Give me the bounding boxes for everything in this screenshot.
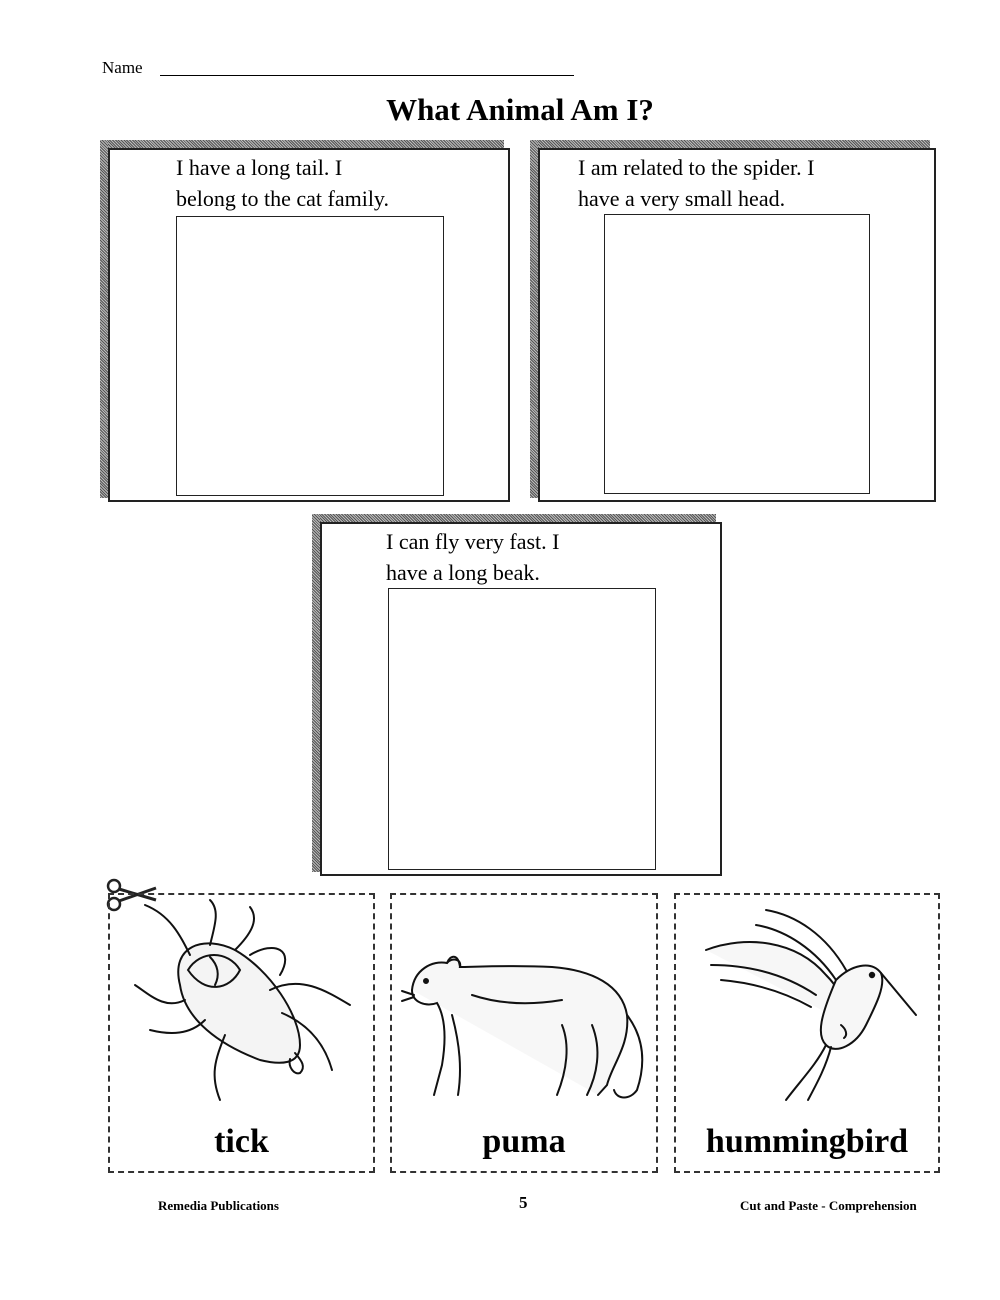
cutout-puma[interactable]	[390, 893, 658, 1173]
puma-illustration	[392, 895, 660, 1105]
card-shadow	[312, 514, 320, 872]
footer-publisher: Remedia Publications	[158, 1198, 279, 1213]
hummingbird-illustration	[676, 895, 942, 1105]
clue-card-3	[312, 514, 724, 878]
card-shadow	[530, 140, 930, 148]
cutout-word: puma	[482, 1123, 566, 1160]
clue-line: I have a long tail. I	[176, 155, 343, 180]
clue-line: I am related to the spider. I	[578, 155, 815, 180]
cutout-word: hummingbird	[705, 1123, 909, 1160]
clue-line: have a long beak.	[386, 560, 540, 585]
page-title: What Animal Am I?	[386, 92, 654, 127]
card-shadow	[100, 140, 504, 148]
clue-card-2	[530, 140, 938, 504]
card-shadow	[312, 514, 716, 522]
clue-text	[578, 152, 814, 214]
paste-box[interactable]	[176, 216, 444, 496]
tick-illustration	[110, 895, 377, 1105]
clue-line: have a very small head.	[578, 186, 786, 211]
clue-line: belong to the cat family.	[176, 186, 390, 211]
card-shadow	[530, 140, 538, 498]
cutout-word: tick	[214, 1123, 269, 1160]
cutout-tick[interactable]	[108, 893, 375, 1173]
name-line[interactable]	[160, 75, 574, 76]
name-label: Name	[102, 58, 143, 77]
clue-card-1	[100, 140, 512, 504]
paste-box[interactable]	[604, 214, 870, 494]
card-shadow	[100, 140, 108, 498]
footer-series: Cut and Paste - Comprehension	[740, 1198, 917, 1213]
page-number: 5	[519, 1193, 528, 1212]
clue-line: I can fly very fast. I	[386, 529, 560, 554]
clue-text	[386, 526, 559, 588]
cutout-hummingbird[interactable]	[674, 893, 940, 1173]
clue-text	[176, 152, 389, 214]
paste-box[interactable]	[388, 588, 656, 870]
